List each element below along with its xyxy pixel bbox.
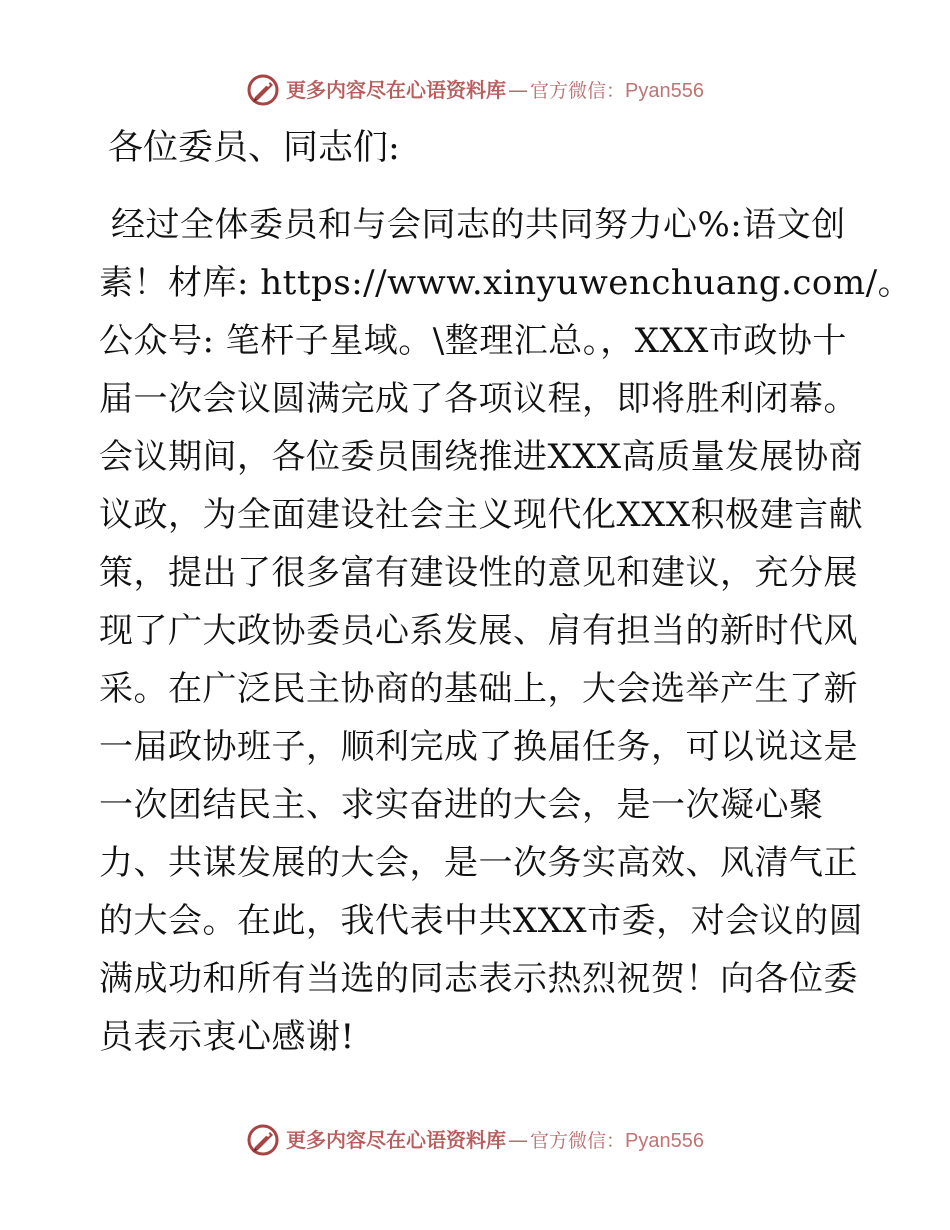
- body-line-12: 力、共谋发展的大会，是一次务实高效、风清气正: [99, 843, 858, 883]
- body-line-5: 会议期间，各位委员围绕推进XXX高质量发展协商: [99, 437, 864, 477]
- pen-nib-logo-icon: [246, 1123, 280, 1157]
- body-line-13: 的大会。在此，我代表中共XXX市委，对会议的圆: [99, 901, 864, 941]
- body-line-11: 一次团结民主、求实奋进的大会，是一次凝心聚: [99, 785, 824, 825]
- header-banner-main-text: 更多内容尽在心语资料库: [286, 77, 506, 102]
- body-line-1: 经过全体委员和与会同志的共同努力心%:语文创: [111, 205, 846, 245]
- header-banner-separator: —: [508, 77, 528, 102]
- body-line-15: 员表示衷心感谢!: [99, 1017, 355, 1057]
- body-line-9: 采。在广泛民主协商的基础上，大会选举产生了新: [99, 669, 858, 709]
- body-line-14: 满成功和所有当选的同志表示热烈祝贺！向各位委: [99, 959, 858, 999]
- body-line-4: 届一次会议圆满完成了各项议程，即将胜利闭幕。: [99, 379, 858, 419]
- body-line-7: 策，提出了很多富有建设性的意见和建议，充分展: [99, 553, 858, 593]
- body-line-3: 公众号: 笔杆子星域。\整理汇总。，XXX市政协十: [99, 321, 847, 361]
- body-line-10: 一届政协班子，顺利完成了换届任务，可以说这是: [99, 727, 858, 767]
- footer-banner: [0, 1120, 950, 1160]
- footer-banner-text: [286, 1127, 704, 1152]
- header-banner-text: [286, 77, 704, 102]
- document-body: [99, 196, 913, 1066]
- body-line-8: 现了广大政协委员心系发展、肩有担当的新时代风: [99, 611, 858, 651]
- header-banner-label: 官方微信：: [530, 79, 626, 102]
- footer-banner-main-text: 更多内容尽在心语资料库: [286, 1127, 506, 1152]
- header-banner: [0, 70, 950, 110]
- footer-banner-separator: —: [508, 1127, 528, 1152]
- body-line-2: 素！材库: https://www.xinyuwenchuang.com/。: [99, 263, 913, 303]
- body-line-6: 议政，为全面建设社会主义现代化XXX积极建言献: [99, 495, 864, 535]
- pen-nib-logo-icon: [246, 73, 280, 107]
- header-banner-wechat-id: Pyan556: [625, 79, 704, 102]
- document-greeting: 各位委员、同志们:: [108, 128, 400, 168]
- footer-banner-wechat-id: Pyan556: [625, 1129, 704, 1152]
- footer-banner-label: 官方微信：: [530, 1129, 626, 1152]
